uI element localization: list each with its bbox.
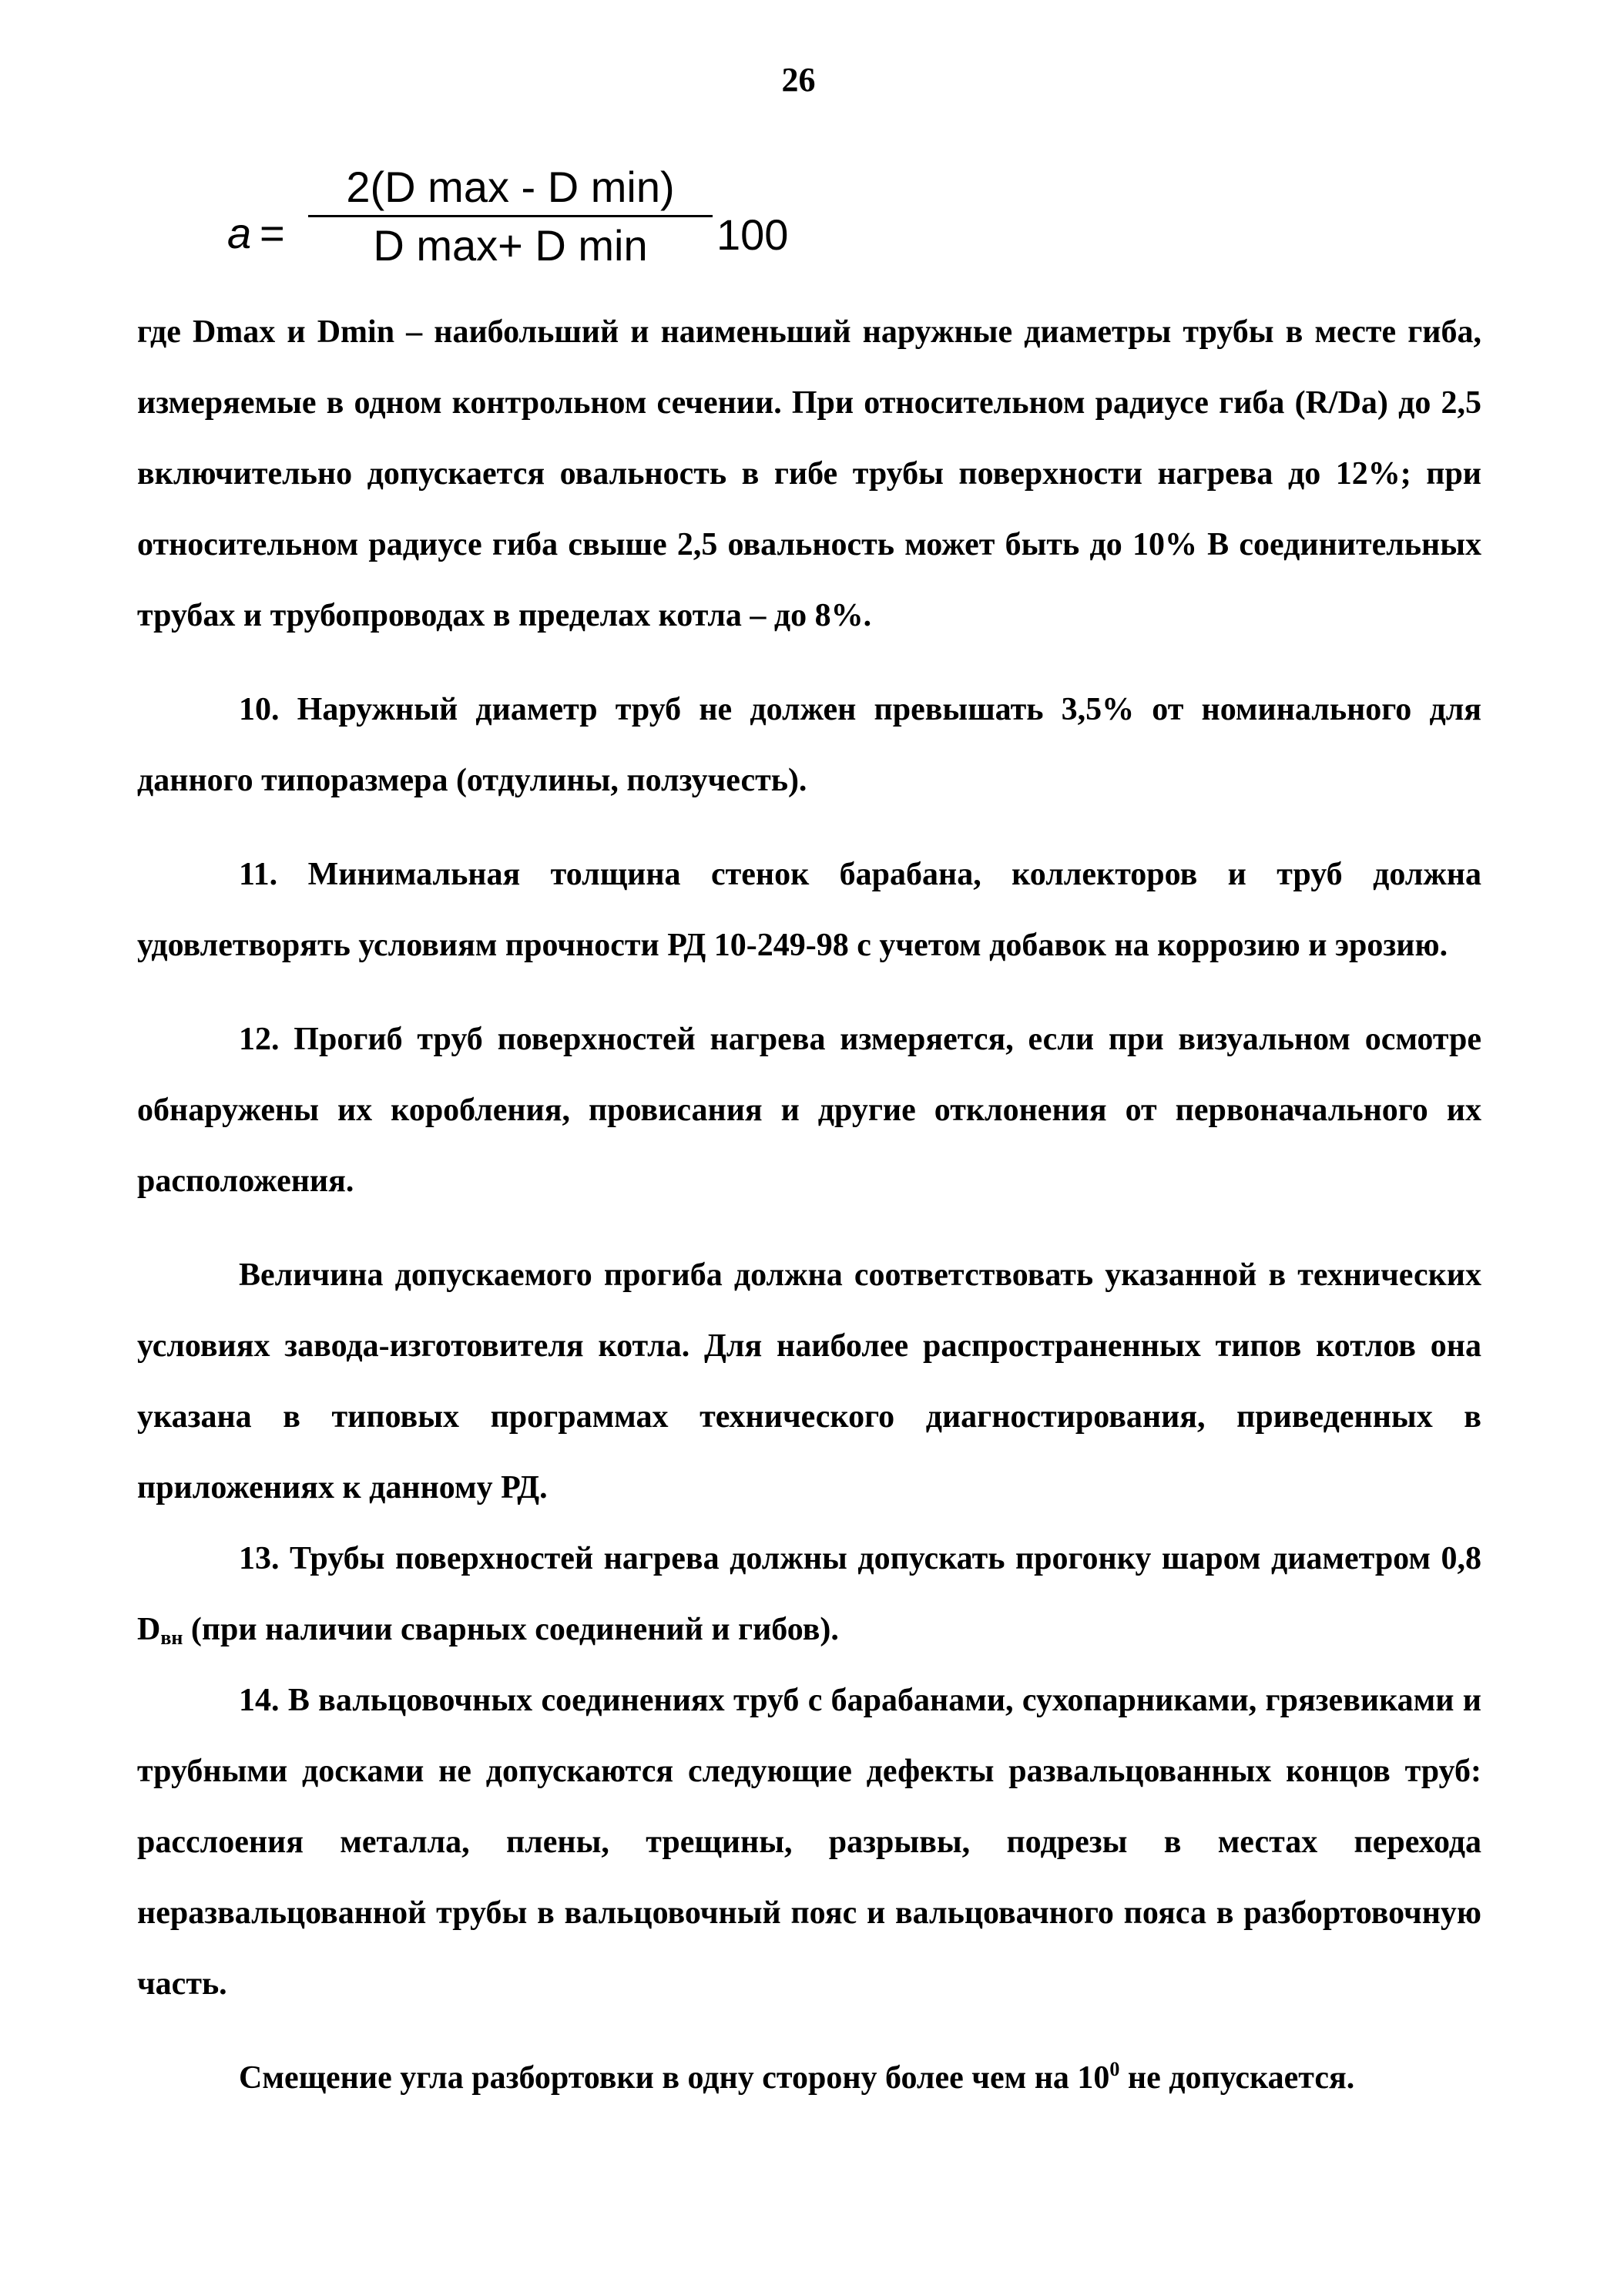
formula-denominator: D max+ D min (373, 221, 648, 270)
formula-fraction (308, 162, 713, 270)
flaring-text-end: не допускается. (1119, 2060, 1355, 2096)
paragraph-item-12: 12. Прогиб труб поверхностей нагрева измеряется, если при визуальном осмотре обнаружены их коробления, провисания и другие отклонения от первоначального их расположения. (137, 1022, 1481, 1199)
page-number: 26 (781, 61, 816, 99)
formula-lhs: a (227, 209, 252, 257)
degree-superscript: 0 (1109, 2058, 1120, 2080)
paragraph-item-14: 14. В вальцовочных соединениях труб с барабанами, сухопарниками, грязевиками и трубными досками не допускаются следующие дефекты развальцованных концов труб: расслоения металла, плены, трещины, разрывы, подрезы в местах перехода неразвальцованной трубы в вальцовочный пояс и вальцовачного пояса в разбортовочную часть. (137, 1683, 1481, 2002)
formula-multiplier: 100 (716, 210, 789, 259)
formula-equals: = (260, 209, 285, 257)
paragraph-item-13 (137, 1523, 1481, 1665)
paragraph-definitions: где Dmax и Dmin – наибольший и наименьший наружные диаметры трубы в месте гиба, измеряемые в одном контрольном сечении. При относительном радиусе гиба (R/Da) до 2,5 включительно допускается овальность в гибе трубы поверхности нагрева до 12%; при относительном радиусе гиба свыше 2,5 овальность может быть до 10% В соединительных трубах и трубопроводах в пределах котла – до 8%. (137, 314, 1481, 633)
paragraph-deflection-value: Величина допускаемого прогиба должна соответствовать указанной в технических условиях завода-изготовителя котла. Для наиболее распространенных типов котлов она указана в типовых программах технического диагностирования, приведенных в приложениях к данному РД. (137, 1257, 1481, 1505)
paragraph-flaring-angle (137, 2043, 1481, 2113)
item-13-text-end: (при наличии сварных соединений и гибов). (183, 1612, 839, 1647)
formula-numerator: 2(D max - D min) (346, 163, 675, 211)
item-13-text: 13. Трубы поверхностей нагрева должны допускать прогонку шаром диаметром 0,8 D (137, 1541, 1481, 1647)
flaring-text: Смещение угла разбортовки в одну сторону более чем на 10 (239, 2060, 1110, 2096)
item-13-subscript: вн (160, 1626, 183, 1649)
paragraph-item-10: 10. Наружный диаметр труб не должен превышать 3,5% от номинального для данного типоразмера (отдулины, ползучесть). (137, 692, 1481, 798)
body-text (137, 297, 1481, 2113)
paragraph-item-11: 11. Минимальная толщина стенок барабана, коллекторов и труб должна удовлетворять условиям прочности РД 10-249-98 с учетом добавок на коррозию и эрозию. (137, 857, 1481, 963)
